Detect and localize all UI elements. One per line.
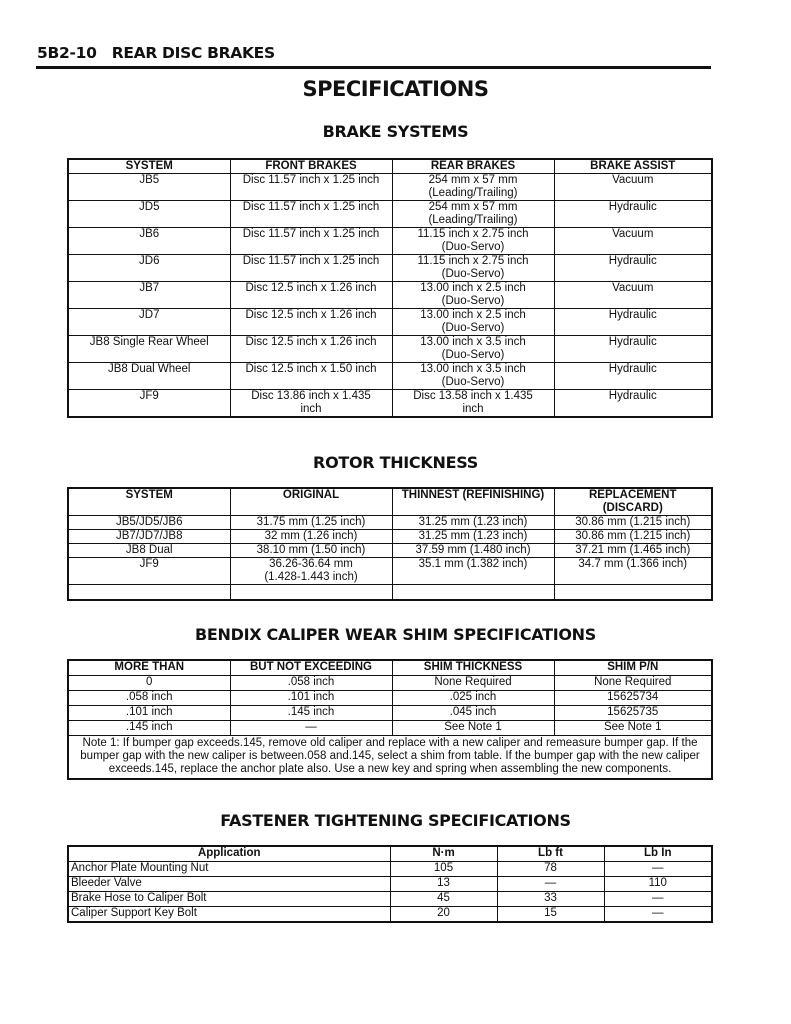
- original-cell: 32 mm (1.26 inch): [230, 530, 392, 544]
- col-shim-thickness: SHIM THICKNESS: [392, 660, 554, 676]
- table-row: [68, 691, 712, 706]
- col-not-exceeding: BUT NOT EXCEEDING: [230, 660, 392, 676]
- lbft-cell: 15: [497, 907, 604, 923]
- table-row: [68, 892, 712, 907]
- more-than-cell: .101 inch: [68, 706, 230, 721]
- header-rule: [36, 66, 711, 69]
- table-header-row: [68, 159, 712, 174]
- application-cell: Brake Hose to Caliper Bolt: [68, 892, 390, 907]
- col-system: SYSTEM: [68, 159, 230, 174]
- system-cell: JD7: [68, 309, 230, 336]
- fastener-specs-title: FASTENER TIGHTENING SPECIFICATIONS: [220, 811, 571, 830]
- thinnest-cell: 31.25 mm (1.23 inch): [392, 530, 554, 544]
- empty-cell: [230, 585, 392, 601]
- brake-assist-cell: Hydraulic: [554, 390, 712, 418]
- empty-cell: [68, 585, 230, 601]
- rear-brakes-cell: [392, 174, 554, 201]
- rear-brakes-line2: (Leading/Trailing): [428, 214, 518, 226]
- shim-thickness-cell: .025 inch: [392, 691, 554, 706]
- rear-brakes-line2: (Leading/Trailing): [428, 187, 518, 199]
- rear-brakes-line2: inch: [462, 403, 484, 415]
- col-replacement-line2: (DISCARD): [602, 502, 663, 514]
- shim-pn-cell: 15625734: [554, 691, 712, 706]
- application-cell: Caliper Support Key Bolt: [68, 907, 390, 923]
- rear-brakes-line1: 11.15 inch x 2.75 inch: [417, 255, 529, 267]
- lbin-cell: —: [604, 892, 712, 907]
- more-than-cell: .058 inch: [68, 691, 230, 706]
- system-cell: JB8 Dual: [68, 544, 230, 558]
- system-cell: JD6: [68, 255, 230, 282]
- rotor-thickness-title: ROTOR THICKNESS: [313, 453, 478, 472]
- front-brakes-cell: [230, 390, 392, 418]
- system-cell: JB8 Dual Wheel: [68, 363, 230, 390]
- table-header-row: [68, 846, 712, 862]
- table-row: [68, 516, 712, 530]
- table-row: [68, 336, 712, 363]
- shim-note: Note 1: If bumper gap exceeds.145, remove old caliper and replace with a new caliper and remeasure bumper gap. If the bumper gap with the new caliper is between.058 and.145, select a shim from table. If the bumper gap with the new caliper exceeds.145, replace the anchor plate also. Use a new key and spring when assembling the new components.: [68, 736, 712, 779]
- system-cell: JB5: [68, 174, 230, 201]
- front-brakes-cell: Disc 11.57 inch x 1.25 inch: [230, 174, 392, 201]
- col-replacement-line1: REPLACEMENT: [588, 489, 677, 501]
- lbft-cell: —: [497, 877, 604, 892]
- more-than-cell: 0: [68, 676, 230, 691]
- empty-cell: [392, 585, 554, 601]
- thinnest-cell: 37.59 mm (1.480 inch): [392, 544, 554, 558]
- application-cell: Bleeder Valve: [68, 877, 390, 892]
- front-brakes-cell: Disc 12.5 inch x 1.26 inch: [230, 282, 392, 309]
- rear-brakes-cell: [392, 336, 554, 363]
- brake-assist-cell: Vacuum: [554, 282, 712, 309]
- rear-brakes-line2: (Duo-Servo): [441, 295, 505, 307]
- rear-brakes-line1: 13.00 inch x 2.5 inch: [420, 282, 526, 294]
- rear-brakes-line2: (Duo-Servo): [441, 268, 505, 280]
- nm-cell: 20: [390, 907, 497, 923]
- rear-brakes-cell: [392, 282, 554, 309]
- table-row: [68, 530, 712, 544]
- col-brake-assist: BRAKE ASSIST: [554, 159, 712, 174]
- brake-assist-cell: Hydraulic: [554, 201, 712, 228]
- brake-systems-table: [67, 158, 713, 418]
- col-shim-pn: SHIM P/N: [554, 660, 712, 676]
- brake-assist-cell: Hydraulic: [554, 255, 712, 282]
- front-brakes-cell: Disc 11.57 inch x 1.25 inch: [230, 228, 392, 255]
- front-brakes-line1: Disc 13.86 inch x 1.435: [251, 390, 371, 402]
- rear-brakes-cell: [392, 363, 554, 390]
- application-cell: Anchor Plate Mounting Nut: [68, 862, 390, 877]
- not-exceeding-cell: .058 inch: [230, 676, 392, 691]
- table-row: [68, 390, 712, 418]
- replacement-cell: 30.86 mm (1.215 inch): [554, 530, 712, 544]
- col-lbft: Lb ft: [497, 846, 604, 862]
- col-application: Application: [68, 846, 390, 862]
- shim-specs-table: [67, 659, 713, 780]
- shim-thickness-cell: .045 inch: [392, 706, 554, 721]
- not-exceeding-cell: —: [230, 721, 392, 736]
- table-row: [68, 282, 712, 309]
- nm-cell: 45: [390, 892, 497, 907]
- front-brakes-cell: Disc 12.5 inch x 1.26 inch: [230, 336, 392, 363]
- col-front-brakes: FRONT BRAKES: [230, 159, 392, 174]
- table-row: [68, 201, 712, 228]
- system-cell: JF9: [68, 558, 230, 585]
- nm-cell: 105: [390, 862, 497, 877]
- table-row: [68, 907, 712, 923]
- original-cell: 31.75 mm (1.25 inch): [230, 516, 392, 530]
- lbin-cell: 110: [604, 877, 712, 892]
- nm-cell: 13: [390, 877, 497, 892]
- system-cell: JB8 Single Rear Wheel: [68, 336, 230, 363]
- shim-thickness-cell: None Required: [392, 676, 554, 691]
- system-cell: JD5: [68, 201, 230, 228]
- original-cell: [230, 558, 392, 585]
- brake-assist-cell: Hydraulic: [554, 309, 712, 336]
- rear-brakes-line1: 13.00 inch x 2.5 inch: [420, 309, 526, 321]
- rear-brakes-line1: 13.00 inch x 3.5 inch: [420, 363, 526, 375]
- section-name: REAR DISC BRAKES: [111, 44, 275, 62]
- front-brakes-cell: Disc 11.57 inch x 1.25 inch: [230, 201, 392, 228]
- rear-brakes-line1: 11.15 inch x 2.75 inch: [417, 228, 529, 240]
- original-line1: 36.26-36.64 mm: [269, 558, 353, 570]
- table-row: [68, 706, 712, 721]
- brake-assist-cell: Vacuum: [554, 228, 712, 255]
- col-rear-brakes: REAR BRAKES: [392, 159, 554, 174]
- table-row: [68, 877, 712, 892]
- brake-assist-cell: Hydraulic: [554, 363, 712, 390]
- original-cell: 38.10 mm (1.50 inch): [230, 544, 392, 558]
- replacement-cell: 37.21 mm (1.465 inch): [554, 544, 712, 558]
- thinnest-cell: 31.25 mm (1.23 inch): [392, 516, 554, 530]
- rear-brakes-line2: (Duo-Servo): [441, 376, 505, 388]
- replacement-cell: 30.86 mm (1.215 inch): [554, 516, 712, 530]
- front-brakes-cell: Disc 12.5 inch x 1.50 inch: [230, 363, 392, 390]
- front-brakes-cell: Disc 11.57 inch x 1.25 inch: [230, 255, 392, 282]
- shim-pn-cell: See Note 1: [554, 721, 712, 736]
- table-header-row: [68, 660, 712, 676]
- table-row: [68, 255, 712, 282]
- system-cell: JF9: [68, 390, 230, 418]
- system-cell: JB5/JD5/JB6: [68, 516, 230, 530]
- col-lbin: Lb In: [604, 846, 712, 862]
- lbft-cell: 78: [497, 862, 604, 877]
- section-code: 5B2-10: [37, 44, 97, 62]
- system-cell: JB7/JD7/JB8: [68, 530, 230, 544]
- rear-brakes-cell: [392, 201, 554, 228]
- rotor-thickness-table: [67, 487, 713, 601]
- shim-pn-cell: None Required: [554, 676, 712, 691]
- col-system: SYSTEM: [68, 488, 230, 516]
- col-nm: N·m: [390, 846, 497, 862]
- rear-brakes-line2: (Duo-Servo): [441, 241, 505, 253]
- table-row: [68, 228, 712, 255]
- table-row: [68, 309, 712, 336]
- rear-brakes-line2: (Duo-Servo): [441, 349, 505, 361]
- original-line2: (1.428-1.443 inch): [264, 571, 358, 583]
- col-thinnest: THINNEST (REFINISHING): [392, 488, 554, 516]
- shim-specs-title: BENDIX CALIPER WEAR SHIM SPECIFICATIONS: [194, 625, 596, 644]
- page-title: SPECIFICATIONS: [302, 77, 489, 101]
- col-more-than: MORE THAN: [68, 660, 230, 676]
- rear-brakes-line2: (Duo-Servo): [441, 322, 505, 334]
- brake-systems-title: BRAKE SYSTEMS: [322, 122, 469, 141]
- rear-brakes-cell: [392, 228, 554, 255]
- front-brakes-line2: inch: [300, 403, 322, 415]
- shim-thickness-cell: See Note 1: [392, 721, 554, 736]
- more-than-cell: .145 inch: [68, 721, 230, 736]
- rear-brakes-line1: Disc 13.58 inch x 1.435: [413, 390, 533, 402]
- lbft-cell: 33: [497, 892, 604, 907]
- not-exceeding-cell: .145 inch: [230, 706, 392, 721]
- blank-row: [68, 585, 712, 601]
- rear-brakes-cell: [392, 255, 554, 282]
- brake-assist-cell: Hydraulic: [554, 336, 712, 363]
- table-row: [68, 544, 712, 558]
- shim-pn-cell: 15625735: [554, 706, 712, 721]
- replacement-cell: 34.7 mm (1.366 inch): [554, 558, 712, 585]
- table-row: [68, 676, 712, 691]
- col-replacement: [554, 488, 712, 516]
- brake-assist-cell: Vacuum: [554, 174, 712, 201]
- system-cell: JB7: [68, 282, 230, 309]
- page-header: [37, 44, 711, 62]
- rear-brakes-line1: 254 mm x 57 mm: [428, 201, 518, 213]
- not-exceeding-cell: .101 inch: [230, 691, 392, 706]
- table-row: [68, 363, 712, 390]
- thinnest-cell: 35.1 mm (1.382 inch): [392, 558, 554, 585]
- note-row: [68, 736, 712, 779]
- rear-brakes-line1: 13.00 inch x 3.5 inch: [420, 336, 526, 348]
- rear-brakes-line1: 254 mm x 57 mm: [428, 174, 518, 186]
- lbin-cell: —: [604, 907, 712, 923]
- table-header-row: [68, 488, 712, 516]
- lbin-cell: —: [604, 862, 712, 877]
- col-original: ORIGINAL: [230, 488, 392, 516]
- table-row: [68, 862, 712, 877]
- table-row: [68, 721, 712, 736]
- rear-brakes-cell: [392, 390, 554, 418]
- system-cell: JB6: [68, 228, 230, 255]
- front-brakes-cell: Disc 12.5 inch x 1.26 inch: [230, 309, 392, 336]
- table-row: [68, 174, 712, 201]
- fastener-specs-table: [67, 845, 713, 923]
- rear-brakes-cell: [392, 309, 554, 336]
- table-row: [68, 558, 712, 585]
- empty-cell: [554, 585, 712, 601]
